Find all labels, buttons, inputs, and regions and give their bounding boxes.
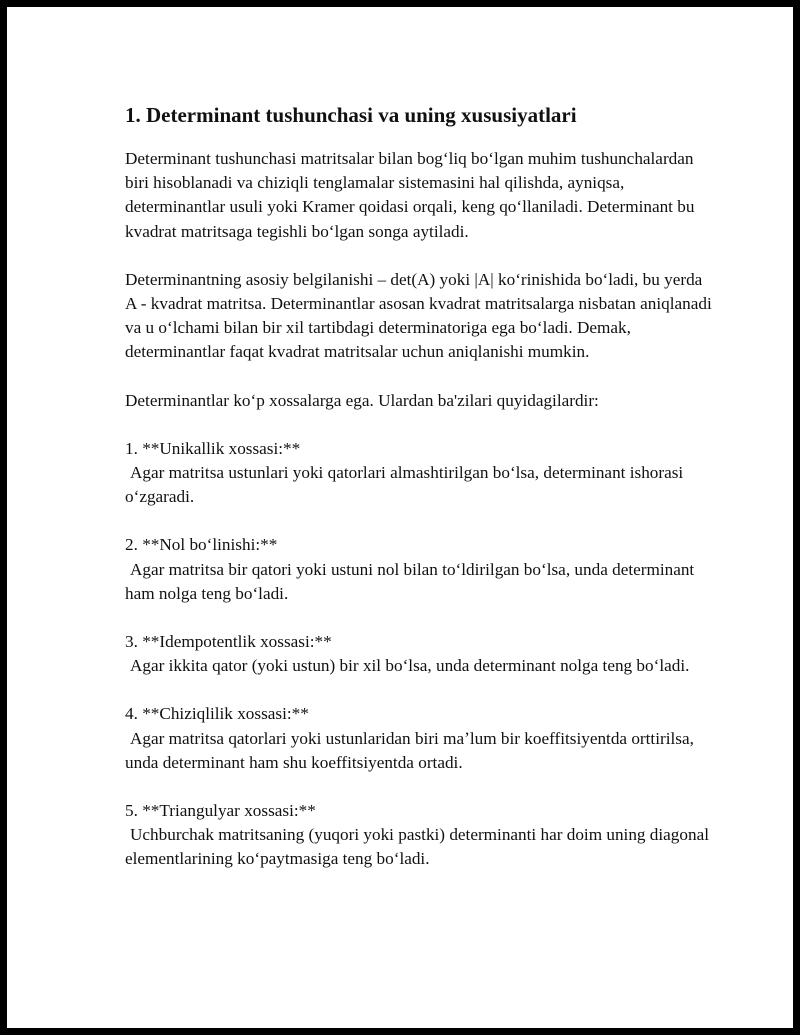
- property-item: [125, 799, 715, 872]
- property-title: 2. **Nol boʻlinishi:**: [125, 535, 278, 555]
- property-item: [125, 630, 715, 678]
- paragraph-notation: Determinantning asosiy belgilanishi – det(A) yoki |A| koʻrinishida boʻladi, bu yerda A - kvadrat matritsa. Determinantlar asosan kvadrat matritsalarga nisbatan aniqlanadi va u oʻlchami bilan bir xil tartibdagi determinatoriga ega boʻladi. Demak, determinantlar faqat kvadrat matritsalar uchun aniqlanishi mumkin.: [125, 269, 712, 362]
- property-title: 1. **Unikallik xossasi:**: [125, 438, 301, 458]
- property-item: [125, 437, 715, 510]
- property-description: Agar matritsa qatorlari yoki ustunlaridan biri maʼlum bir koeffitsiyentda orttirilsa, unda determinant ham shu koeffitsiyentda ortadi.: [125, 728, 694, 772]
- paragraph-intro: Determinant tushunchasi matritsalar bilan bogʻliq boʻlgan muhim tushunchalardan biri hisoblanadi va chiziqli tenglamalar sistemasini hal qilishda, ayniqsa, determinantlar usuli yoki Kramer qoidasi orqali, keng qoʻllaniladi. Determinant bu kvadrat matritsaga tegishli boʻlgan songa aytiladi.: [125, 149, 695, 241]
- property-description: Agar matritsa bir qatori yoki ustuni nol bilan toʻldirilgan boʻlsa, unda determinant ham nolga teng boʻladi.: [125, 559, 695, 603]
- property-description: Agar matritsa ustunlari yoki qatorlari almashtirilgan boʻlsa, determinant ishorasi oʻzgaradi.: [125, 463, 684, 507]
- property-item: [125, 533, 715, 606]
- document-content: [125, 101, 715, 896]
- paragraph-properties-intro: Determinantlar koʻp xossalarga ega. Ulardan ba'zilari quyidagilardir:: [125, 390, 599, 410]
- property-description: Uchburchak matritsaning (yuqori yoki pastki) determinanti har doim uning diagonal elementlarining koʻpaytmasiga teng boʻladi.: [125, 825, 709, 869]
- property-item: [125, 702, 715, 775]
- property-title: 4. **Chiziqlilik xossasi:**: [125, 704, 309, 724]
- property-title: 3. **Idempotentlik xossasi:**: [125, 632, 332, 652]
- property-description: Agar ikkita qator (yoki ustun) bir xil boʻlsa, unda determinant nolga teng boʻladi.: [130, 656, 690, 676]
- section-heading: 1. Determinant tushunchasi va uning xususiyatlari: [125, 103, 577, 127]
- property-title: 5. **Triangulyar xossasi:**: [125, 801, 316, 821]
